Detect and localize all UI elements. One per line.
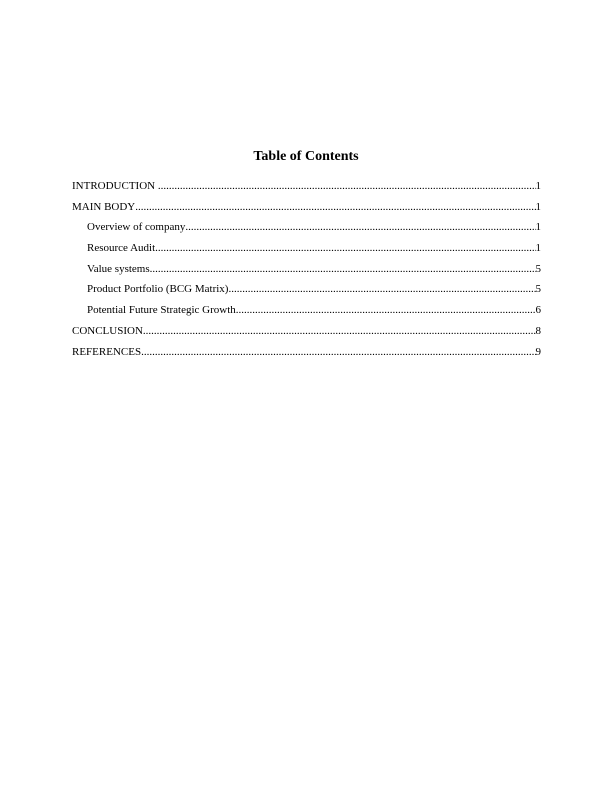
toc-leader-dots <box>135 199 535 215</box>
toc-entry-page: 1 <box>535 221 541 234</box>
toc-leader-dots <box>150 261 536 277</box>
toc-entry-conclusion[interactable] <box>72 323 541 344</box>
toc-entry-product-portfolio[interactable] <box>72 281 541 302</box>
toc-entry-page: 1 <box>535 180 541 192</box>
toc-list <box>72 178 541 364</box>
toc-entry-potential-future-strategic-growth[interactable] <box>72 302 541 323</box>
toc-entry-page: 6 <box>535 304 541 317</box>
toc-entry-page: 8 <box>535 324 541 337</box>
toc-title: Table of Contents <box>253 149 359 164</box>
toc-leader-dots <box>228 281 535 297</box>
toc-leader-dots <box>141 344 535 360</box>
toc-entry-label: REFERENCES <box>72 345 142 358</box>
toc-entry-page: 9 <box>535 345 541 358</box>
toc-entry-label: Potential Future Strategic Growth <box>87 304 236 317</box>
toc-entry-introduction[interactable] <box>72 178 541 199</box>
toc-entry-label: CONCLUSION <box>72 324 143 337</box>
toc-entry-main-body[interactable] <box>72 199 541 220</box>
toc-leader-dots <box>158 178 536 194</box>
toc-entry-label: Product Portfolio (BCG Matrix) <box>87 283 229 296</box>
toc-entry-references[interactable] <box>72 344 541 365</box>
toc-entry-label: Value systems <box>87 262 150 275</box>
toc-entry-overview-of-company[interactable] <box>72 219 541 240</box>
toc-entry-page: 5 <box>535 262 541 275</box>
toc-leader-dots <box>155 240 535 256</box>
toc-leader-dots <box>143 323 536 339</box>
toc-entry-page: 5 <box>535 283 541 296</box>
toc-entry-page: 1 <box>535 200 541 213</box>
toc-entry-label: Resource Audit <box>87 242 156 255</box>
toc-entry-label: Overview of company <box>87 221 186 234</box>
toc-entry-value-systems[interactable] <box>72 261 541 282</box>
toc-entry-label: INTRODUCTION <box>72 180 158 192</box>
toc-entry-resource-audit[interactable] <box>72 240 541 261</box>
toc-entry-page: 1 <box>535 242 541 255</box>
toc-entry-label: MAIN BODY <box>72 200 136 213</box>
toc-leader-dots <box>185 219 535 235</box>
toc-leader-dots <box>236 302 536 318</box>
